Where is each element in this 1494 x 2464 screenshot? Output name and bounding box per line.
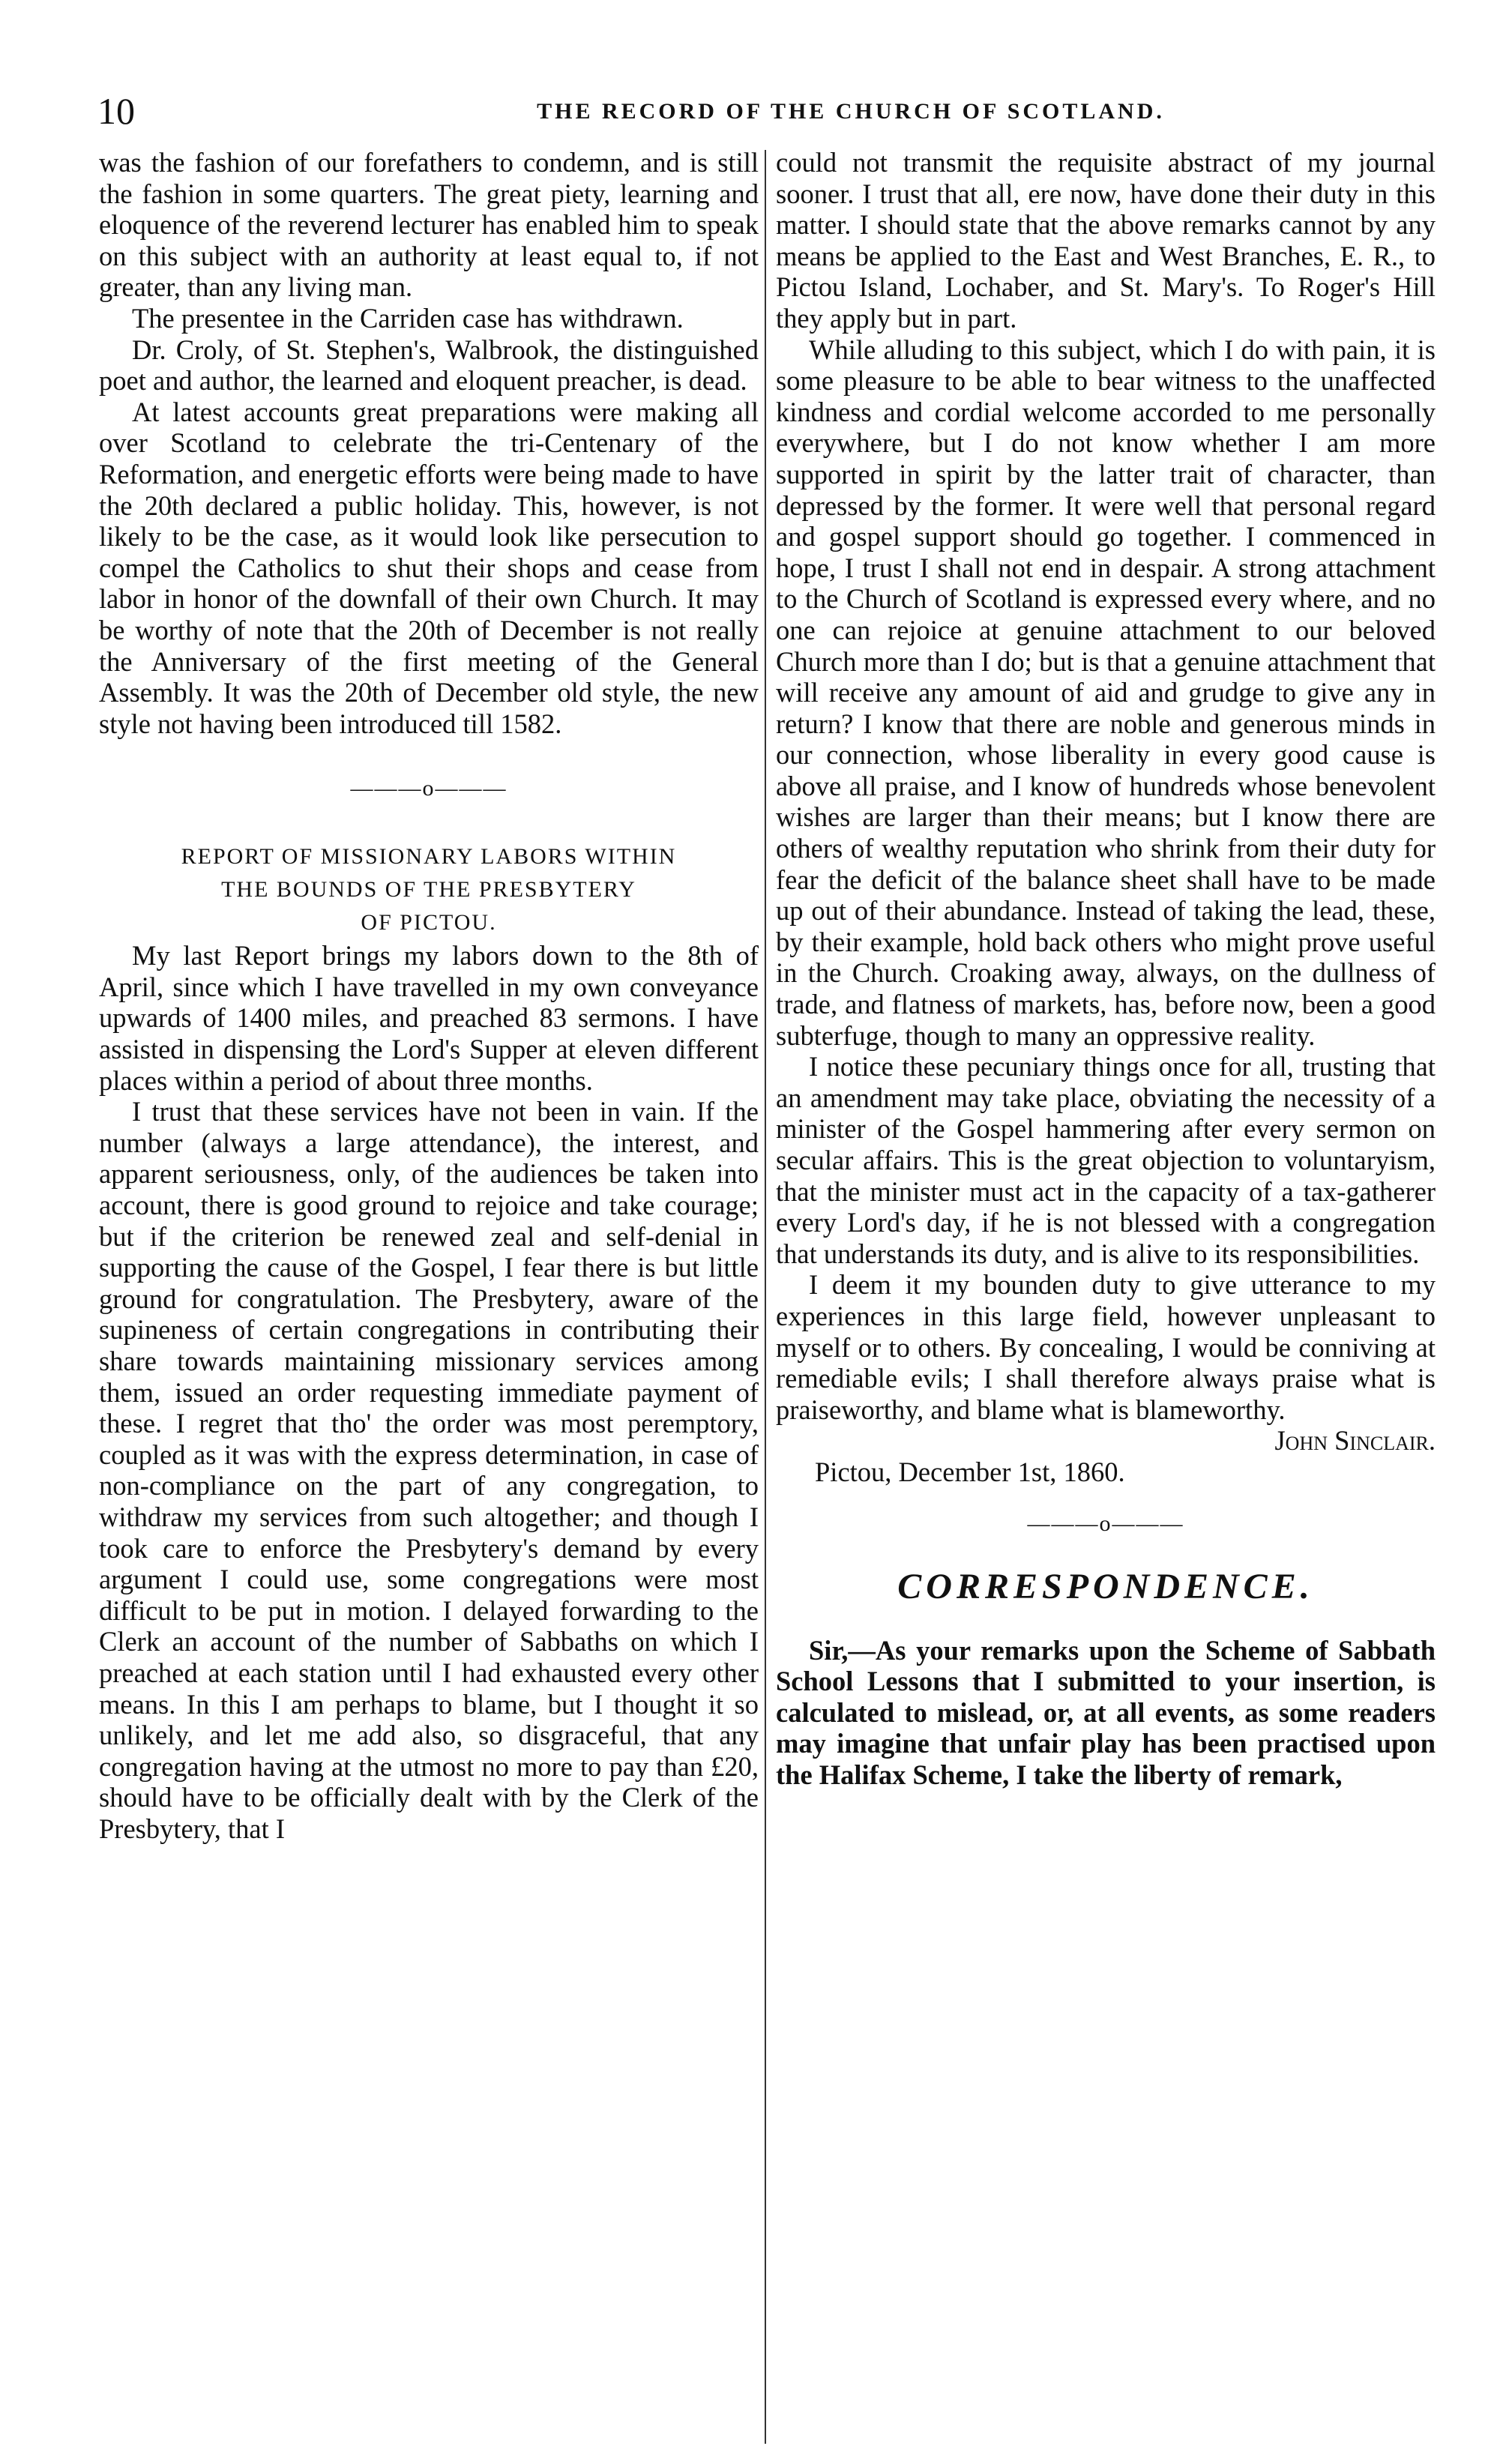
left-column: [99, 147, 759, 1845]
article-paragraph: The presentee in the Carriden case has withdrawn.: [132, 302, 684, 334]
report-paragraph: I trust that these services have not been in vain. If the number (always a large attendance), the interest, and apparent seriousness, only, of the audiences be taken into account, there is good ground to rejoice and take courage; but if the criterion be renewed zeal and self-denial in supporting the cause of the Gospel, I fear there is but little ground for congratulation. The Presbytery, aware of the supineness of certain congregations in contributing their share towards maintaining missionary services among them, issued an order requesting immediate payment of these. I regret that tho' the order was most peremptory, coupled as it was with the express determination, in case of non-compliance on the part of any congregation, to withdraw my services from such altogether; and though I took care to enforce the Presbytery's demand by every argument I could use, some congregations were most difficult to be put in motion. I delayed forwarding to the Clerk an account of the number of Sabbaths on which I preached at each station until I had exhausted every other means. In this I am perhaps to blame, but I thought it so unlikely, and let me add also, so disgraceful, that any congregation having at the utmost no more to pay than £20, should have to be officially dealt with by the Clerk of the Presbytery, that I: [99, 1096, 759, 1844]
report-heading-line: REPORT OF MISSIONARY LABORS WITHIN: [181, 844, 677, 870]
section-divider: ———o———: [1027, 1510, 1184, 1536]
report-paragraph: I notice these pecuniary things once for all, trusting that an amendment may take place, obviating the necessity of a minister of the Gospel hammering after every sermon on secular affairs. This is the great objection to voluntaryism, that the minister must act in the capacity of a tax-gatherer every Lord's day, if he is not blessed with a congregation that understands its duty, and is alive to its responsibilities.: [776, 1051, 1436, 1269]
running-head: [97, 88, 1417, 133]
correspondence-paragraph: Sir,—As your remarks upon the Scheme of Sabbath School Lessons that I submitted to your insertion, is calculated to mislead, or, at all events, as some readers may imagine that unfair play has been practised upon the Halifax Scheme, I take the liberty of remark,: [776, 1634, 1436, 1790]
report-paragraph: While alluding to this subject, which I do with pain, it is some pleasure to be able to bear witness to the unaffected kindness and cordial welcome accorded to me personally everywhere, but I do not know whether I am more supported in spirit by the latter trait of character, than depressed by the former. It were well that personal regard and gospel support should go together. I commenced in hope, I trust I shall not end in despair. A strong attachment to the Church of Scotland is expressed every where, and no one can rejoice at genuine attachment to our beloved Church more than I do; but is that a genuine attachment that will receive any amount of aid and grudge to give any in return? I know that there are noble and generous minds in our connection, whose liberality in every good cause is above all praise, and I know of hundreds whose benevolent wishes are larger than their means; but I know there are others of wealthy reputation who shrink from their duty for fear the deficit of the balance sheet shall have to be made up out of their abundance. Instead of taking the lead, these, by their example, hold back others who might prove useful in the Church. Croaking away, always, on the dullness of trade, and flatness of markets, has, before now, been a good subterfuge, though to many an oppressive reality.: [776, 334, 1436, 1051]
report-paragraph: could not transmit the requisite abstract of my journal sooner. I trust that all, ere now, have done their duty in this matter. I should state that the above remarks cannot by any means be applied to the East and West Branches, E. R., to Pictou Island, Lochaber, and St. Mary's. To Roger's Hill they apply but in part.: [776, 147, 1436, 334]
report-paragraph: I deem it my bounden duty to give utterance to my experiences in this large field, however unpleasant to myself or to others. By concealing, I would be conniving at remediable evils; I shall therefore always praise what is praiseworthy, and blame what is blameworthy.: [776, 1269, 1436, 1425]
article-paragraph: At latest accounts great preparations were making all over Scotland to celebrate the tri-Centenary of the Reformation, and energetic efforts were being made to have the 20th declared a public holiday. This, however, is not likely to be the case, as it would look like persecution to compel the Catholics to shut their shops and cease from labor in honor of the downfall of their own Church. It may be worthy of note that the 20th of December is not really the Anniversary of the first meeting of the General Assembly. It was the 20th of December old style, the new style not having been introduced till 1582.: [99, 396, 759, 739]
dateline: Pictou, December 1st, 1860.: [815, 1456, 1125, 1487]
right-column: [776, 147, 1436, 1791]
report-heading-line: THE BOUNDS OF THE PRESBYTERY: [221, 877, 636, 903]
correspondence-title: CORRESPONDENCE.: [897, 1566, 1314, 1606]
article-paragraph: Dr. Croly, of St. Stephen's, Walbrook, the distinguished poet and author, the learned and eloquent preacher, is dead.: [99, 334, 759, 397]
column-rule: [765, 150, 766, 2444]
page-number: 10: [97, 90, 135, 132]
running-title: THE RECORD OF THE CHURCH OF SCOTLAND.: [537, 99, 1165, 124]
report-paragraph: My last Report brings my labors down to the 8th of April, since which I have travelled in my own conveyance upwards of 1400 miles, and preached 83 sermons. I have assisted in dispensing the Lord's Supper at eleven different places within a period of about three months.: [99, 940, 759, 1096]
signature-name: John Sinclair.: [1274, 1425, 1436, 1457]
report-heading-line: OF PICTOU.: [361, 910, 497, 936]
section-divider: ———o———: [350, 776, 507, 801]
signature: [776, 1425, 1436, 1457]
article-paragraph: was the fashion of our forefathers to condemn, and is still the fashion in some quarters. The great piety, learning and eloquence of the reverend lecturer has enabled him to speak on this subject with an authority at least equal to, if not greater, than any living man.: [99, 147, 759, 303]
correspondence-body: [776, 1635, 1436, 1791]
